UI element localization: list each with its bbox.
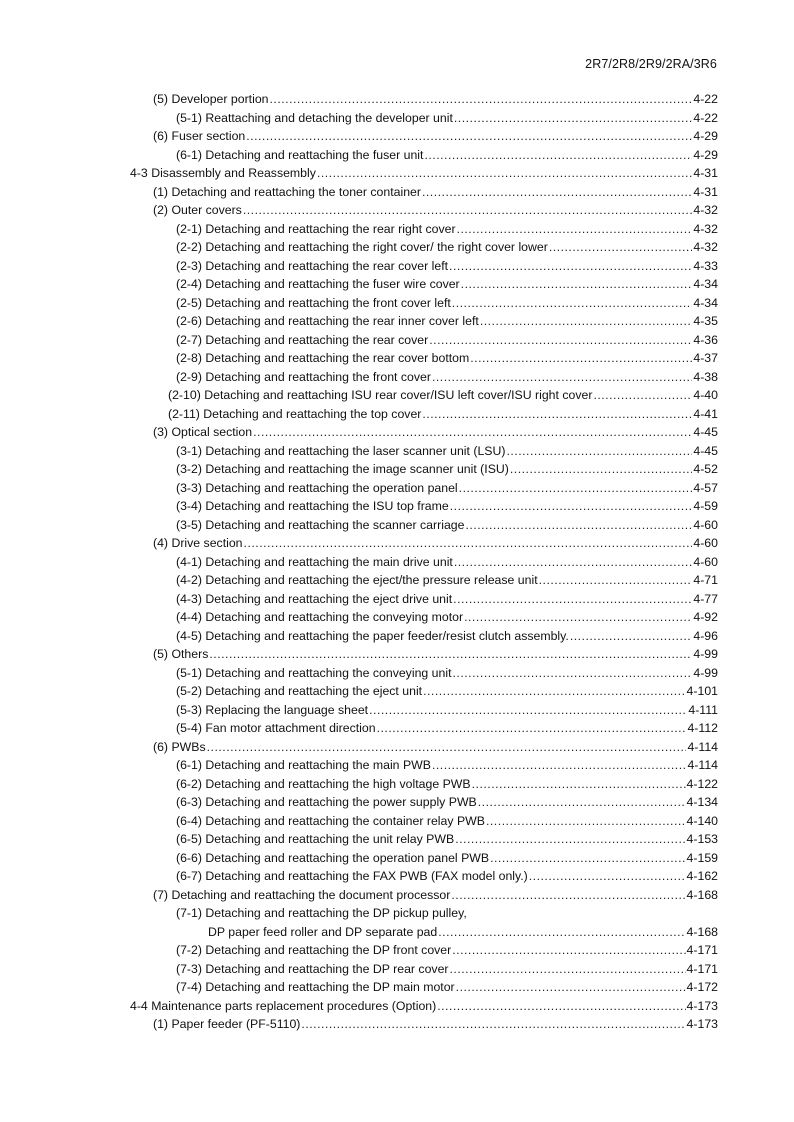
toc-entry-page: 4-38 bbox=[693, 369, 718, 384]
toc-entry-page: 4-96 bbox=[693, 628, 718, 643]
toc-entry-title: (2-9) Detaching and reattaching the front cover bbox=[176, 369, 431, 384]
toc-entry[interactable] bbox=[130, 146, 718, 165]
toc-entry-title: (6-6) Detaching and reattaching the operation panel PWB bbox=[176, 850, 490, 865]
toc-entry-page: 4-111 bbox=[688, 702, 718, 717]
dot-leader bbox=[244, 534, 693, 553]
dot-leader bbox=[243, 201, 693, 220]
toc-entry[interactable] bbox=[130, 590, 718, 609]
dot-leader bbox=[456, 978, 686, 997]
toc-entry-title: (4-3) Detaching and reattaching the eject drive unit bbox=[176, 591, 453, 606]
toc-entry[interactable] bbox=[130, 386, 718, 405]
toc-entry-page: 4-122 bbox=[686, 776, 718, 791]
toc-entry-page: 4-52 bbox=[693, 462, 718, 476]
toc-entry-title: (3-2) Detaching and reattaching the image scanner unit (ISU) bbox=[176, 462, 509, 476]
toc-entry-page: 4-159 bbox=[686, 850, 718, 865]
dot-leader bbox=[570, 627, 693, 646]
dot-leader bbox=[450, 497, 693, 516]
dot-leader bbox=[459, 479, 693, 498]
toc-entry-title: (6-7) Detaching and reattaching the FAX PWB (FAX model only.) bbox=[176, 869, 528, 883]
dot-leader bbox=[455, 830, 685, 849]
toc-entry-page: 4-99 bbox=[693, 647, 718, 661]
toc-entry-page: 4-173 bbox=[686, 1017, 718, 1031]
toc-entry-page: 4-29 bbox=[693, 129, 718, 143]
dot-leader bbox=[464, 608, 692, 627]
toc-entry[interactable] bbox=[130, 460, 718, 479]
toc-entry-title: (4) Drive section bbox=[153, 536, 243, 550]
toc-entry-page: 4-41 bbox=[693, 406, 718, 421]
toc-entry[interactable] bbox=[130, 201, 718, 220]
toc-entry-title: (5) Others bbox=[153, 647, 209, 661]
dot-leader bbox=[480, 312, 693, 331]
toc-entry[interactable] bbox=[130, 423, 718, 442]
toc-entry-title: (3-4) Detaching and reattaching the ISU top frame bbox=[176, 499, 449, 513]
toc-entry-page: 4-34 bbox=[693, 277, 718, 291]
toc-entry-title: 4-4 Maintenance parts replacement procedures (Option) bbox=[130, 998, 437, 1013]
toc-entry-title: (6-5) Detaching and reattaching the unit relay PWB bbox=[176, 832, 455, 846]
toc-entry-title: (7-2) Detaching and reattaching the DP front cover bbox=[176, 943, 452, 957]
dot-leader bbox=[429, 331, 692, 350]
toc-entry-page: 4-140 bbox=[686, 813, 718, 828]
toc-entry[interactable] bbox=[130, 368, 718, 387]
dot-leader bbox=[593, 386, 692, 405]
toc-entry[interactable] bbox=[130, 516, 718, 535]
dot-leader bbox=[422, 405, 692, 424]
toc-entry[interactable] bbox=[130, 645, 718, 664]
dot-leader bbox=[451, 886, 685, 905]
toc-entry-page: 4-22 bbox=[693, 92, 718, 106]
toc-entry-title: (7-4) Detaching and reattaching the DP main motor bbox=[176, 980, 455, 994]
dot-leader bbox=[450, 960, 686, 979]
toc-entry-page: 4-32 bbox=[693, 203, 718, 217]
toc-entry-title: (4-2) Detaching and reattaching the eject/the pressure release unit bbox=[176, 573, 538, 587]
toc-entry[interactable] bbox=[130, 127, 718, 146]
toc-entry-title: (4-4) Detaching and reattaching the conveying motor bbox=[176, 610, 464, 624]
toc-entry[interactable] bbox=[130, 479, 718, 498]
toc-entry-title: (5-3) Replacing the language sheet bbox=[176, 702, 369, 717]
model-code-header: 2R7/2R8/2R9/2RA/3R6 bbox=[585, 57, 717, 71]
toc-entry[interactable] bbox=[130, 960, 718, 979]
toc-entry-page: 4-60 bbox=[693, 517, 718, 532]
toc-entry[interactable] bbox=[130, 997, 718, 1016]
dot-leader bbox=[424, 146, 692, 165]
toc-entry-title: (5) Developer portion bbox=[153, 92, 269, 106]
toc-entry-title: (4-5) Detaching and reattaching the paper feeder/resist clutch assembly. bbox=[176, 628, 569, 643]
toc-entry-page: 4-114 bbox=[687, 739, 718, 754]
toc-entry[interactable] bbox=[130, 867, 718, 886]
toc-entry-page: 4-32 bbox=[693, 240, 718, 254]
toc-entry[interactable] bbox=[130, 183, 718, 202]
toc-entry-title: (5-1) Reattaching and detaching the developer unit bbox=[176, 110, 453, 125]
toc-entry[interactable] bbox=[130, 941, 718, 960]
toc-entry-title: 4-3 Disassembly and Reassembly bbox=[130, 166, 316, 180]
toc-entry-title: (2-2) Detaching and reattaching the right cover/ the right cover lower bbox=[176, 240, 548, 254]
toc-entry-page: 4-168 bbox=[686, 924, 718, 939]
toc-entry[interactable] bbox=[130, 775, 718, 794]
table-of-contents bbox=[130, 90, 718, 1034]
toc-entry-page: 4-31 bbox=[693, 184, 718, 199]
toc-entry[interactable] bbox=[130, 571, 718, 590]
dot-leader bbox=[510, 460, 693, 479]
toc-entry[interactable] bbox=[130, 90, 718, 109]
toc-entry-title: (6-2) Detaching and reattaching the high voltage PWB bbox=[176, 776, 471, 791]
dot-leader bbox=[461, 275, 693, 294]
dot-leader bbox=[423, 682, 685, 701]
toc-entry-page: 4-60 bbox=[693, 536, 718, 550]
toc-entry[interactable] bbox=[130, 923, 718, 942]
toc-entry-title: (2-8) Detaching and reattaching the rear cover bottom bbox=[176, 351, 470, 365]
toc-entry-title: (2-3) Detaching and reattaching the rear cover left bbox=[176, 258, 449, 273]
toc-entry[interactable] bbox=[130, 978, 718, 997]
toc-entry-page: 4-162 bbox=[686, 869, 718, 883]
dot-leader bbox=[437, 997, 685, 1016]
toc-entry-title: (3-1) Detaching and reattaching the laser scanner unit (LSU) bbox=[176, 443, 506, 458]
toc-entry[interactable] bbox=[130, 331, 718, 350]
toc-entry-title: (5-4) Fan motor attachment direction bbox=[176, 721, 376, 735]
dot-leader bbox=[209, 645, 692, 664]
toc-entry-page: 4-34 bbox=[693, 295, 718, 310]
toc-entry[interactable] bbox=[130, 1015, 718, 1034]
toc-entry[interactable] bbox=[130, 294, 718, 313]
toc-entry-page: 4-31 bbox=[693, 166, 718, 180]
toc-entry-title: (6-3) Detaching and reattaching the power supply PWB bbox=[176, 795, 477, 809]
toc-entry-page: 4-57 bbox=[693, 480, 718, 495]
toc-entry-title: (6-1) Detaching and reattaching the fuser unit bbox=[176, 147, 424, 162]
dot-leader bbox=[549, 238, 693, 257]
toc-entry[interactable] bbox=[130, 608, 718, 627]
toc-entry[interactable] bbox=[130, 109, 718, 128]
toc-entry-page: 4-153 bbox=[686, 832, 718, 846]
toc-entry-page: 4-60 bbox=[693, 554, 718, 569]
toc-entry-title: (2-11) Detaching and reattaching the top cover bbox=[168, 406, 422, 421]
toc-entry-title: (5-1) Detaching and reattaching the conveying unit bbox=[176, 665, 452, 680]
dot-leader bbox=[246, 127, 692, 146]
dot-leader bbox=[452, 294, 693, 313]
toc-entry-page: 4-33 bbox=[693, 258, 718, 273]
toc-entry-title: (3-3) Detaching and reattaching the operation panel bbox=[176, 480, 458, 495]
toc-entry-page: 4-32 bbox=[693, 221, 718, 236]
toc-entry[interactable] bbox=[130, 627, 718, 646]
dot-leader bbox=[454, 553, 693, 572]
toc-entry-title: (6) Fuser section bbox=[153, 129, 246, 143]
toc-entry-title: (6) PWBs bbox=[153, 739, 206, 754]
toc-entry-page: 4-92 bbox=[693, 610, 718, 624]
toc-entry[interactable] bbox=[130, 719, 718, 738]
dot-leader bbox=[317, 164, 692, 183]
toc-entry[interactable] bbox=[130, 793, 718, 812]
toc-entry-title: (2-5) Detaching and reattaching the front cover left bbox=[176, 295, 451, 310]
toc-entry-title: (7-3) Detaching and reattaching the DP rear cover bbox=[176, 961, 449, 976]
toc-entry[interactable] bbox=[130, 405, 718, 424]
toc-entry-page: 4-36 bbox=[693, 332, 718, 347]
toc-entry-page: 4-99 bbox=[693, 665, 718, 680]
toc-entry-title: (2-6) Detaching and reattaching the rear inner cover left bbox=[176, 314, 479, 328]
dot-leader bbox=[506, 442, 692, 461]
dot-leader bbox=[449, 257, 692, 276]
toc-entry-title: (6-4) Detaching and reattaching the container relay PWB bbox=[176, 813, 485, 828]
toc-entry-title: (6-1) Detaching and reattaching the main PWB bbox=[176, 758, 431, 772]
toc-entry[interactable] bbox=[130, 220, 718, 239]
dot-leader bbox=[432, 368, 692, 387]
dot-leader bbox=[457, 220, 693, 239]
toc-entry-page: 4-134 bbox=[686, 795, 718, 809]
dot-leader bbox=[377, 719, 687, 738]
toc-entry-page: 4-171 bbox=[686, 961, 718, 976]
dot-leader bbox=[453, 664, 693, 683]
toc-entry-page: 4-168 bbox=[686, 887, 718, 902]
dot-leader bbox=[432, 756, 687, 775]
toc-entry-page: 4-173 bbox=[686, 998, 718, 1013]
toc-entry[interactable] bbox=[130, 701, 718, 720]
toc-entry-title: (2) Outer covers bbox=[153, 203, 242, 217]
toc-entry[interactable] bbox=[130, 886, 718, 905]
toc-entry-title: (2-7) Detaching and reattaching the rear cover bbox=[176, 332, 429, 347]
toc-entry-page: 4-112 bbox=[687, 721, 718, 735]
dot-leader bbox=[253, 423, 692, 442]
toc-entry-page: 4-29 bbox=[693, 147, 718, 162]
toc-entry-page: 4-172 bbox=[686, 980, 718, 994]
toc-entry-title: DP paper feed roller and DP separate pad bbox=[208, 924, 438, 939]
toc-entry-page: 4-37 bbox=[693, 351, 718, 365]
toc-entry-title: (3-5) Detaching and reattaching the scanner carriage bbox=[176, 517, 465, 532]
dot-leader bbox=[478, 793, 686, 812]
dot-leader bbox=[207, 738, 687, 757]
toc-entry-page: 4-171 bbox=[686, 943, 718, 957]
toc-entry-title: (1) Detaching and reattaching the toner container bbox=[153, 184, 421, 199]
toc-entry-page: 4-77 bbox=[693, 591, 718, 606]
toc-entry-title: (5-2) Detaching and reattaching the eject unit bbox=[176, 684, 423, 698]
toc-entry-title: (4-1) Detaching and reattaching the main drive unit bbox=[176, 554, 453, 569]
dot-leader bbox=[472, 775, 686, 794]
toc-entry-page: 4-114 bbox=[687, 758, 718, 772]
toc-entry[interactable] bbox=[130, 553, 718, 572]
toc-entry[interactable] bbox=[130, 812, 718, 831]
dot-leader bbox=[438, 923, 685, 942]
toc-entry-title: (2-1) Detaching and reattaching the rear right cover bbox=[176, 221, 456, 236]
toc-entry-page: 4-45 bbox=[693, 443, 718, 458]
dot-leader bbox=[270, 90, 693, 109]
dot-leader bbox=[453, 590, 692, 609]
toc-entry-page: 4-71 bbox=[693, 573, 718, 587]
toc-entry-title: (1) Paper feeder (PF-5110) bbox=[153, 1017, 301, 1031]
dot-leader bbox=[301, 1015, 685, 1034]
toc-entry-title: (7-1) Detaching and reattaching the DP pickup pulley, bbox=[176, 906, 467, 920]
toc-entry[interactable] bbox=[130, 904, 718, 923]
toc-entry-title: (7) Detaching and reattaching the document processor bbox=[153, 887, 451, 902]
toc-entry-page: 4-45 bbox=[693, 425, 718, 439]
toc-entry-page: 4-101 bbox=[686, 684, 718, 698]
toc-entry-page: 4-22 bbox=[693, 110, 718, 125]
toc-entry-title: (2-10) Detaching and reattaching ISU rear cover/ISU left cover/ISU right cover bbox=[168, 388, 593, 402]
toc-entry[interactable] bbox=[130, 664, 718, 683]
dot-leader bbox=[465, 516, 692, 535]
toc-entry[interactable] bbox=[130, 830, 718, 849]
toc-entry[interactable] bbox=[130, 275, 718, 294]
toc-entry-title: (3) Optical section bbox=[153, 425, 253, 439]
dot-leader bbox=[369, 701, 687, 720]
toc-entry-title: (2-4) Detaching and reattaching the fuser wire cover bbox=[176, 277, 460, 291]
toc-entry[interactable] bbox=[130, 756, 718, 775]
dot-leader bbox=[470, 349, 692, 368]
dot-leader bbox=[539, 571, 693, 590]
toc-entry-page: 4-40 bbox=[693, 388, 718, 402]
toc-entry[interactable] bbox=[130, 238, 718, 257]
dot-leader bbox=[529, 867, 686, 886]
toc-entry[interactable] bbox=[130, 497, 718, 516]
dot-leader bbox=[490, 849, 685, 868]
dot-leader bbox=[452, 941, 685, 960]
toc-entry[interactable] bbox=[130, 849, 718, 868]
toc-entry[interactable] bbox=[130, 312, 718, 331]
toc-entry[interactable] bbox=[130, 442, 718, 461]
dot-leader bbox=[486, 812, 686, 831]
toc-entry-page: 4-59 bbox=[693, 499, 718, 513]
toc-entry[interactable] bbox=[130, 164, 718, 183]
toc-entry[interactable] bbox=[130, 534, 718, 553]
toc-entry[interactable] bbox=[130, 738, 718, 757]
toc-entry[interactable] bbox=[130, 257, 718, 276]
toc-entry[interactable] bbox=[130, 349, 718, 368]
toc-entry-page: 4-35 bbox=[693, 314, 718, 328]
toc-entry[interactable] bbox=[130, 682, 718, 701]
dot-leader bbox=[454, 109, 693, 128]
dot-leader bbox=[422, 183, 692, 202]
